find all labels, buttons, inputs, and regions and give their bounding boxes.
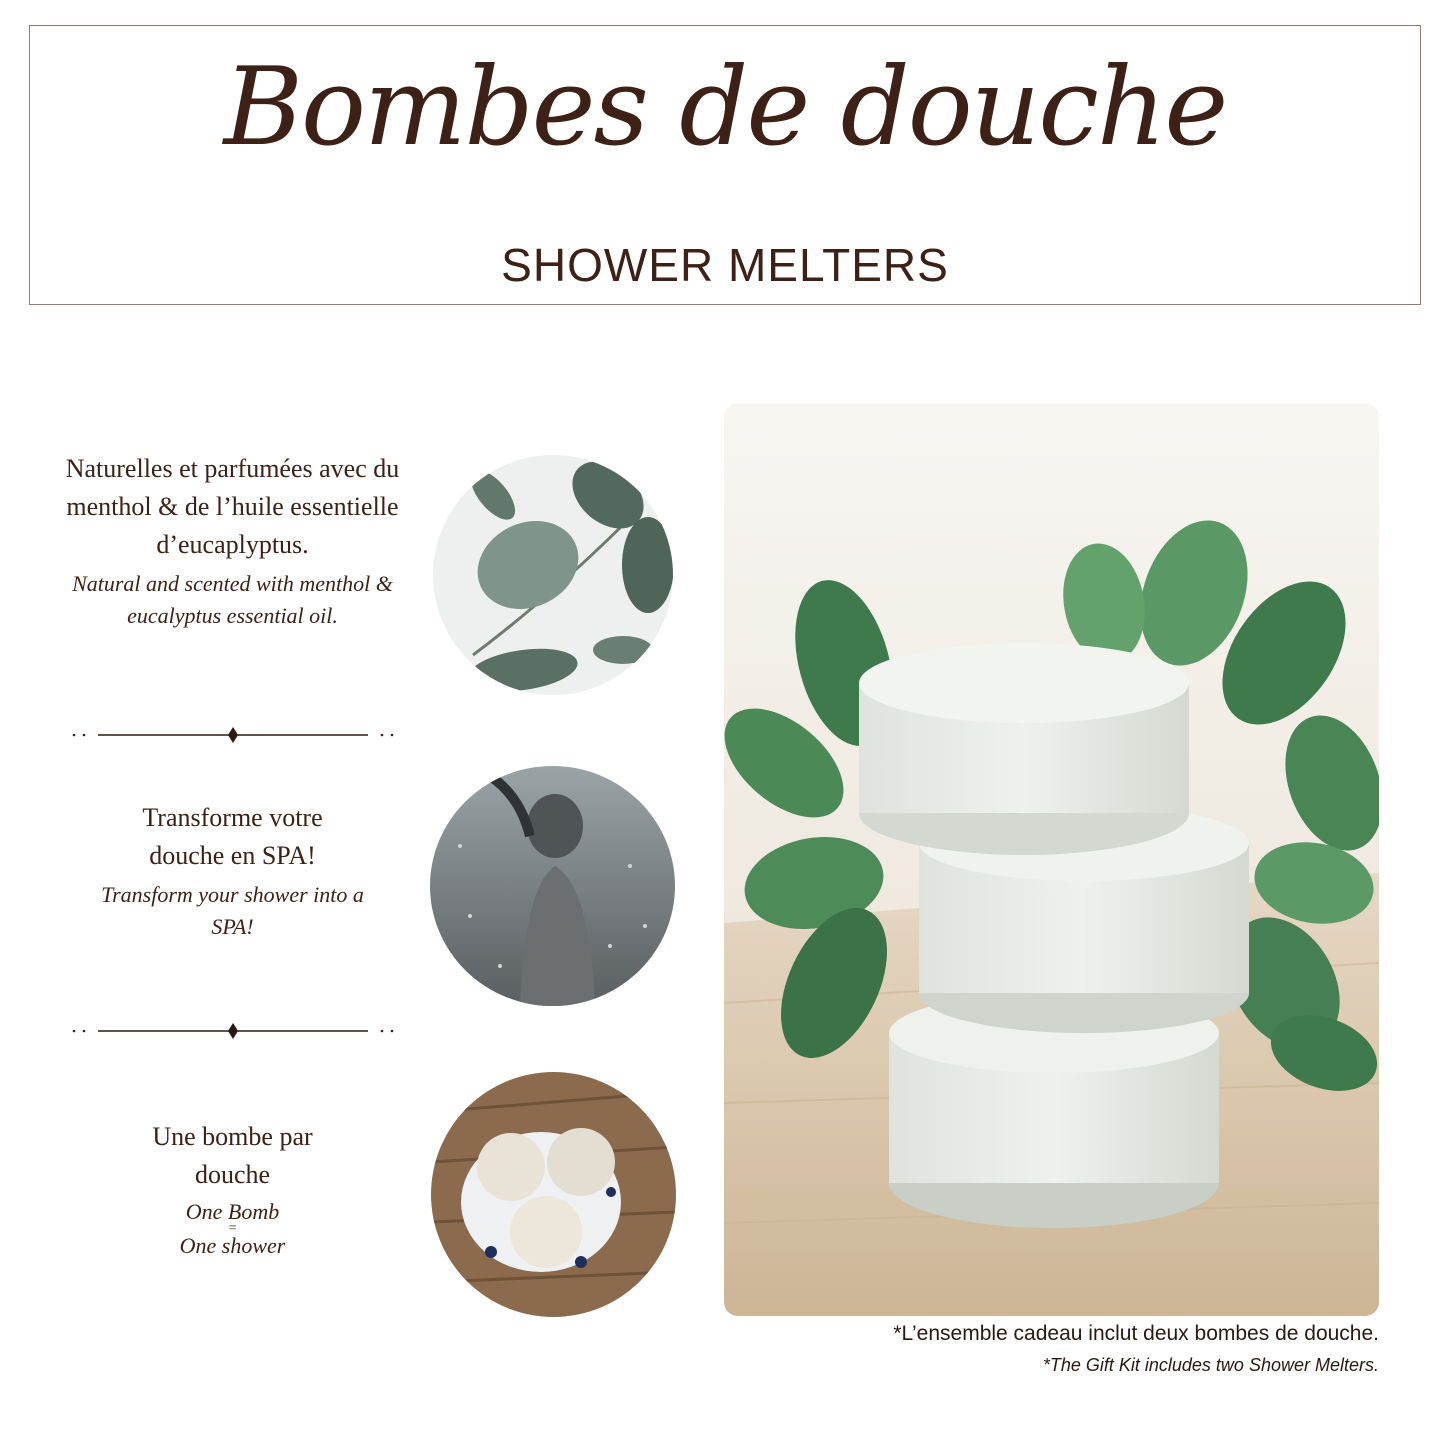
feature-one-bomb-en-eq: =	[227, 1221, 238, 1236]
steamy-shower-glass-photo	[430, 766, 675, 1006]
gift-kit-note-en: *The Gift Kit includes two Shower Melters.	[1042, 1355, 1379, 1375]
divider-2	[70, 1021, 400, 1041]
feature-one-bomb-en	[45, 1199, 420, 1258]
feature-spa-fr: Transforme votre douche en SPA!	[142, 803, 323, 870]
feature-spa	[45, 799, 420, 943]
feature-natural-en: Natural and scented with menthol & eucalyptus essential oil.	[72, 571, 393, 628]
feature-one-bomb-fr: Une bombe par douche	[152, 1122, 313, 1189]
feature-natural	[45, 450, 420, 632]
feature-one-bomb-en-line1: One Bomb	[185, 1199, 280, 1224]
header-box	[29, 25, 1421, 305]
divider-1	[70, 725, 400, 745]
main-product-photo	[724, 403, 1379, 1316]
feature-natural-fr: Naturelles et parfumées avec du menthol & de l’huile essentielle d’eucaplyptus.	[65, 454, 400, 559]
feature-spa-en: Transform your shower into a SPA!	[101, 882, 364, 939]
eucalyptus-leaves-photo	[433, 455, 673, 695]
gift-kit-note-fr: *L’ensemble cadeau inclut deux bombes de douche.	[893, 1322, 1379, 1345]
feature-one-bomb	[45, 1118, 420, 1256]
page-subtitle: SHOWER MELTERS	[501, 239, 949, 291]
shower-melters-on-plate-photo	[431, 1072, 676, 1317]
feature-one-bomb-en-line2: One shower	[179, 1233, 286, 1258]
page-title-script: Bombes de douche	[223, 45, 1227, 170]
